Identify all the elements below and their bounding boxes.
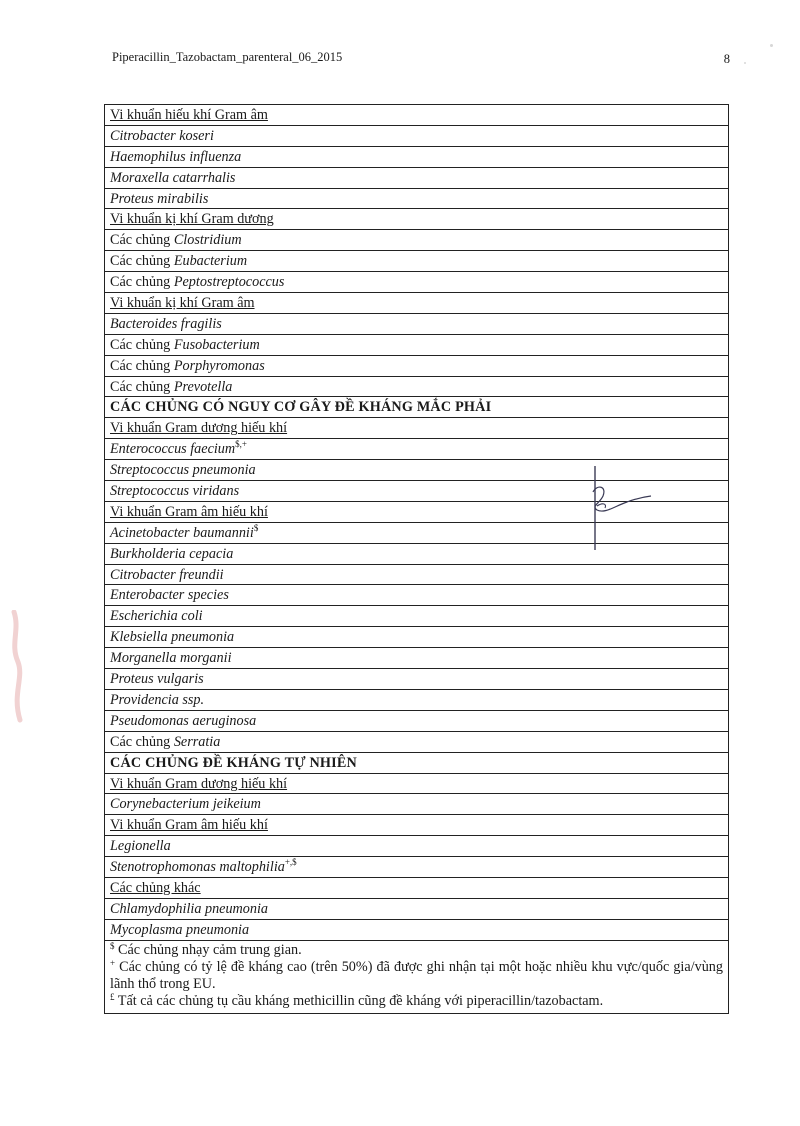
group-label: Vi khuẩn kị khí Gram âm [110, 295, 255, 312]
paper-speck [770, 44, 773, 47]
footnote [110, 942, 723, 959]
group-label: Vi khuẩn Gram dương hiếu khí [110, 775, 288, 792]
group-row [105, 815, 728, 836]
species-row [105, 314, 728, 335]
group-row [105, 293, 728, 314]
organism-name: Eubacterium [173, 253, 248, 270]
species-row [105, 836, 728, 857]
organism-name: Enterococcus faecium [110, 441, 236, 458]
footnotes [105, 941, 728, 1014]
organism-name: Moraxella catarrhalis [110, 169, 236, 186]
row-prefix: Các chủng [110, 232, 174, 249]
organism-name: Prevotella [173, 378, 233, 395]
species-row [105, 439, 728, 460]
species-row [105, 585, 728, 606]
organism-table [104, 104, 729, 1014]
organism-name: Peptostreptococcus [173, 274, 285, 291]
footnote-symbol: + [110, 957, 116, 968]
group-label: Vi khuẩn Gram dương hiếu khí [110, 420, 288, 437]
row-prefix: Các chủng [110, 274, 174, 291]
footnote-marker: +,$ [284, 857, 297, 868]
organism-name: Porphyromonas [173, 357, 265, 374]
handwritten-signature [583, 462, 653, 554]
page-number: 8 [723, 52, 730, 66]
species-row [105, 251, 728, 272]
species-row [105, 272, 728, 293]
organism-name: Citrobacter koseri [110, 127, 214, 144]
group-row [105, 418, 728, 439]
organism-name: Stenotrophomonas maltophilia [110, 859, 285, 876]
organism-name: Streptococcus pneumonia [110, 462, 256, 479]
species-row [105, 606, 728, 627]
species-row [105, 565, 728, 586]
footnote-marker: $,+ [235, 439, 247, 450]
group-row [105, 209, 728, 230]
group-label: Các chủng khác [110, 879, 201, 896]
organism-name: Klebsiella pneumonia [110, 629, 235, 646]
species-row [105, 189, 728, 210]
organism-name: Legionella [110, 838, 171, 855]
row-prefix: Các chủng [110, 378, 174, 395]
organism-name: Chlamydophilia pneumonia [110, 900, 269, 917]
species-row [105, 669, 728, 690]
organism-name: Burkholderia cepacia [110, 545, 234, 562]
group-label: Vi khuẩn hiếu khí Gram âm [110, 107, 268, 123]
organism-name: Proteus vulgaris [110, 671, 204, 688]
section-heading: CÁC CHỦNG CÓ NGUY CƠ GÂY ĐỀ KHÁNG MẮC PHẢI [110, 399, 492, 416]
species-row [105, 168, 728, 189]
species-row [105, 126, 728, 147]
footnote-text: Tất cả các chủng tụ cầu kháng methicillin cũng đề kháng với piperacillin/tazobactam. [114, 992, 604, 1009]
species-row [105, 899, 728, 920]
organism-name: Corynebacterium jeikeium [110, 796, 261, 813]
species-row [105, 711, 728, 732]
species-row [105, 147, 728, 168]
document-title: Piperacillin_Tazobactam_parenteral_06_2015 [112, 50, 343, 64]
footnote-symbol: $ [110, 940, 115, 951]
species-row [105, 377, 728, 398]
organism-name: Pseudomonas aeruginosa [110, 712, 257, 729]
page-header [112, 50, 740, 68]
species-row [105, 335, 728, 356]
group-row [105, 105, 728, 126]
group-row [105, 774, 728, 795]
group-row [105, 878, 728, 899]
group-label: Vi khuẩn Gram âm hiếu khí [110, 503, 268, 520]
organism-name: Bacteroides fragilis [110, 315, 222, 332]
organism-name: Fusobacterium [173, 336, 260, 353]
footnote [110, 993, 723, 1010]
species-row [105, 230, 728, 251]
organism-name: Acinetobacter baumannii [110, 524, 254, 541]
footnote [110, 959, 723, 993]
footnote-marker: $ [253, 522, 259, 533]
organism-name: Haemophilus influenza [110, 148, 242, 165]
organism-name: Serratia [173, 733, 221, 750]
organism-name: Enterobacter species [110, 587, 229, 604]
organism-name: Escherichia coli [110, 608, 203, 625]
row-prefix: Các chủng [110, 733, 174, 750]
section-heading-row [105, 397, 728, 418]
organism-name: Proteus mirabilis [110, 190, 209, 207]
footnote-text: Các chủng có tỷ lệ đề kháng cao (trên 50%) đã được ghi nhận tại một hoặc nhiều khu vực/quốc gia/vùng lãnh thổ trong EU. [110, 958, 723, 992]
species-row [105, 794, 728, 815]
species-row [105, 857, 728, 878]
row-prefix: Các chủng [110, 253, 174, 270]
species-row [105, 356, 728, 377]
group-label: Vi khuẩn kị khí Gram dương [110, 211, 274, 228]
group-label: Vi khuẩn Gram âm hiếu khí [110, 817, 268, 834]
organism-name: Citrobacter freundii [110, 566, 224, 583]
species-row [105, 627, 728, 648]
species-row [105, 732, 728, 753]
species-row [105, 648, 728, 669]
paper-stain [4, 610, 30, 725]
organism-name: Clostridium [173, 232, 242, 249]
paper-speck [744, 62, 746, 64]
organism-name: Morganella morganii [110, 650, 232, 667]
footnote-text: Các chủng nhạy cảm trung gian. [114, 941, 302, 958]
row-prefix: Các chủng [110, 357, 174, 374]
organism-name: Providencia ssp. [110, 691, 205, 708]
row-prefix: Các chủng [110, 336, 174, 353]
species-row [105, 920, 728, 941]
section-heading: CÁC CHỦNG ĐỀ KHÁNG TỰ NHIÊN [110, 754, 357, 771]
organism-name: Streptococcus viridans [110, 483, 240, 500]
section-heading-row [105, 753, 728, 774]
organism-name: Mycoplasma pneumonia [110, 921, 250, 938]
species-row [105, 690, 728, 711]
footnote-symbol: £ [110, 991, 115, 1002]
